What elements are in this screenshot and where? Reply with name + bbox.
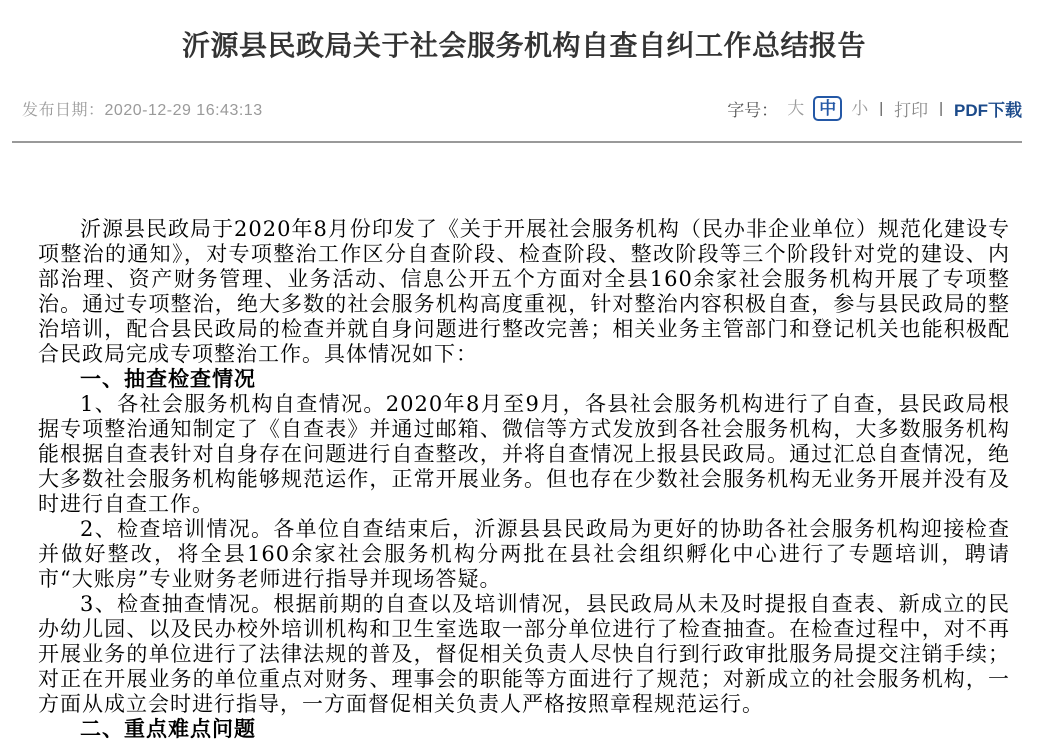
font-size-label: 字号： xyxy=(727,101,779,120)
pdf-download-button[interactable]: PDF下载 xyxy=(954,101,1022,120)
font-size-medium-button[interactable]: 中 xyxy=(813,96,842,121)
paragraph: 3、检查抽查情况。根据前期的自查以及培训情况，县民政局从未及时提报自查表、新成立的民办幼儿园、以及民办校外培训机构和卫生室选取一部分单位进行了检查抽查。在检查过程中，对不再开展业务的单位进行了法律法规的普及，督促相关负责人尽快自行到行政审批服务局提交注销手续；对正在开展业务的单位重点对财务、理事会的职能等方面进行了规范；对新成立的社会服务机构，一方面从成立会时进行指导，一方面督促相关负责人严格按照章程规范运行。 xyxy=(38,592,1010,716)
section-heading: 二、重点难点问题 xyxy=(80,718,256,741)
section-heading: 一、抽查检查情况 xyxy=(80,368,256,391)
page-title: 沂源县民政局关于社会服务机构自查自纠工作总结报告 xyxy=(181,30,866,61)
meta-row xyxy=(22,96,1022,121)
header-divider xyxy=(12,141,1022,143)
font-size-small-button[interactable]: 小 xyxy=(851,99,869,118)
publish-date xyxy=(22,97,263,120)
toolbar-separator: | xyxy=(879,100,884,117)
toolbar-separator: | xyxy=(939,100,943,117)
publish-date-value: 2020-12-29 16:43:13 xyxy=(104,102,263,119)
article-content xyxy=(38,217,1010,742)
font-size-large-button[interactable]: 大 xyxy=(787,99,805,118)
paragraph: 2、检查培训情况。各单位自查结束后，沂源县县民政局为更好的协助各社会服务机构迎接检查并做好整改，将全县160余家社会服务机构分两批在县社会组织孵化中心进行了专题培训，聘请市“大账房”专业财务老师进行指导并现场答疑。 xyxy=(38,517,1010,591)
publish-date-label: 发布日期： xyxy=(22,102,105,119)
paragraph: 沂源县民政局于2020年8月份印发了《关于开展社会服务机构（民办非企业单位）规范化建设专项整治的通知》，对专项整治工作区分自查阶段、检查阶段、整改阶段等三个阶段针对党的建设、内部治理、资产财务管理、业务活动、信息公开五个方面对全县160余家社会服务机构开展了专项整治。通过专项整治，绝大多数的社会服务机构高度重视，针对整治内容积极自查，参与县民政局的整治培训，配合县民政局的检查并就自身问题进行整改完善；相关业务主管部门和登记机关也能积极配合民政局完成专项整治工作。具体情况如下： xyxy=(38,217,1010,366)
article-body xyxy=(38,217,1010,742)
article-page xyxy=(0,30,1048,742)
print-button[interactable]: 打印 xyxy=(894,101,929,120)
paragraph: 1、各社会服务机构自查情况。2020年8月至9月，各县社会服务机构进行了自查，县民政局根据专项整治通知制定了《自查表》并通过邮箱、微信等方式发放到各社会服务机构，大多数服务机构能根据自查表针对自身存在问题进行自查整改，并将自查情况上报县民政局。通过汇总自查情况，绝大多数社会服务机构能够规范运作，正常开展业务。但也存在少数社会服务机构无业务开展并没有及时进行自查工作。 xyxy=(38,392,1010,516)
toolbar xyxy=(727,96,1022,121)
